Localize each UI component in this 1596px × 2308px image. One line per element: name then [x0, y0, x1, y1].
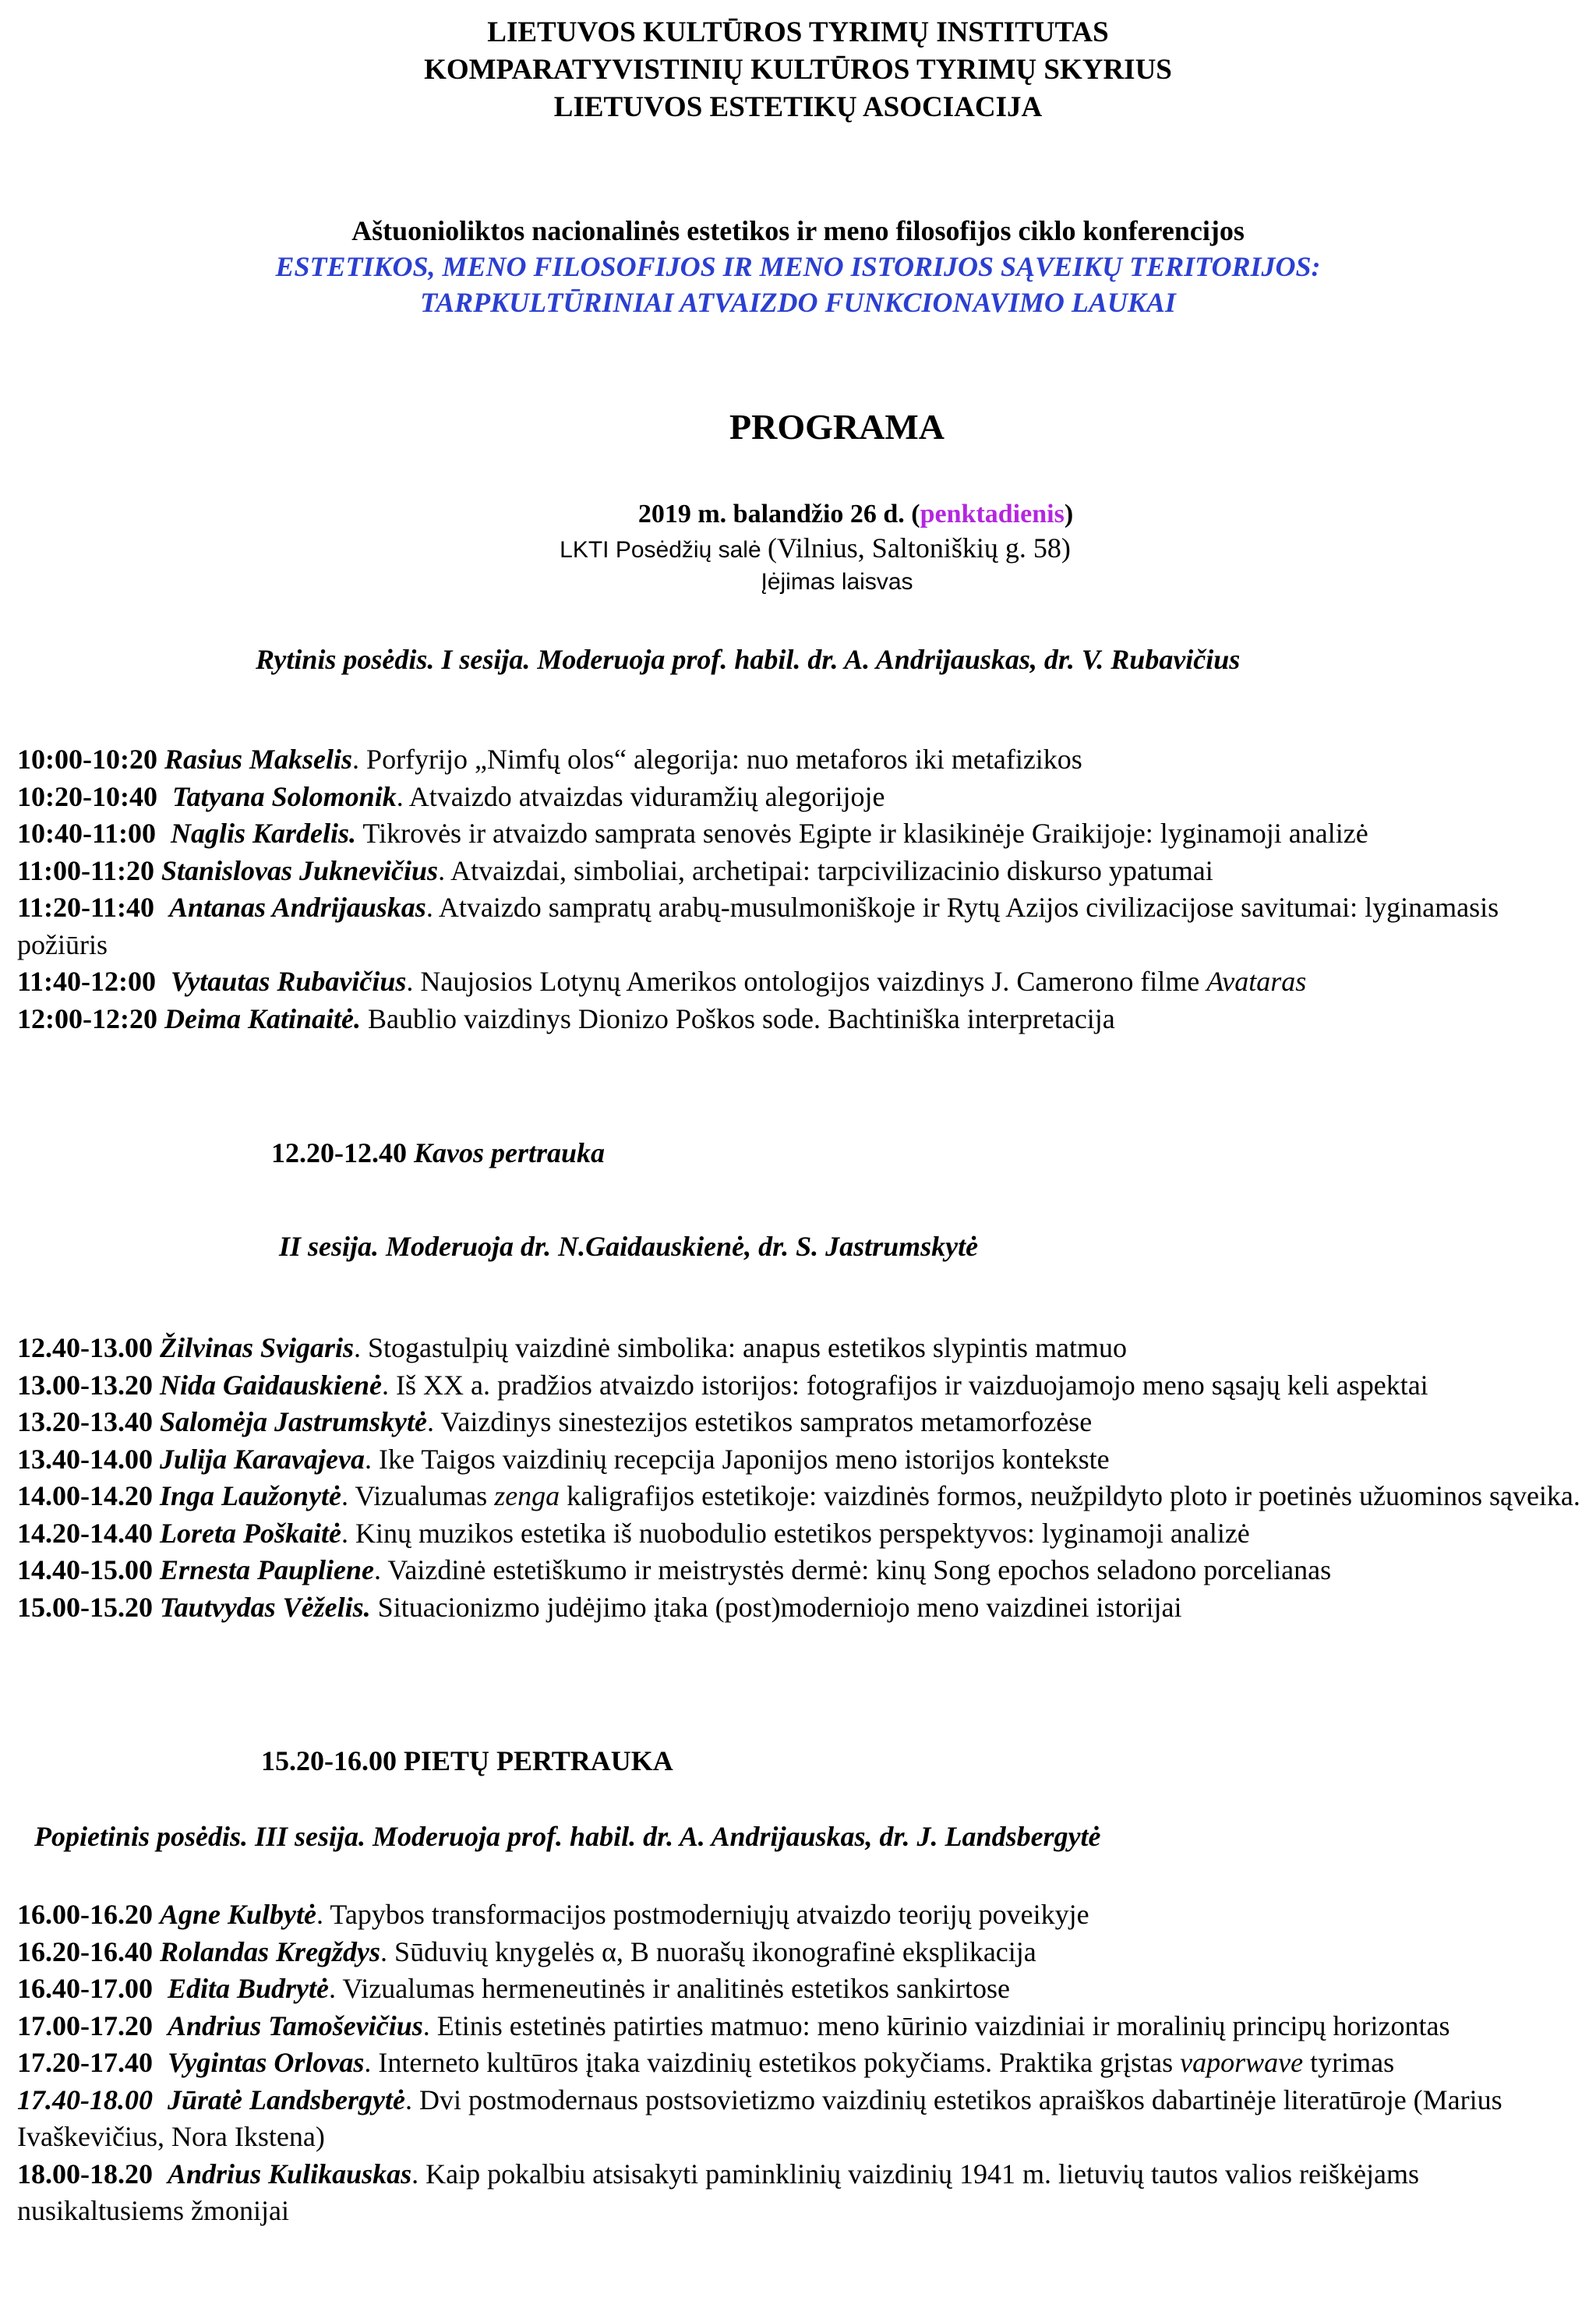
lunch-break: 15.20-16.00 PIETŲ PERTRAUKA: [261, 1745, 673, 1776]
program-item: 11:40-12:00 Vytautas Rubavičius. Naujosios Lotynų Amerikos ontologijos vaizdinys J. Camerono filme Avataras: [17, 966, 1307, 997]
organizations-header: [0, 14, 1596, 126]
program-item: 12.40-13.00 Žilvinas Svigaris. Stogastulpių vaizdinė simbolika: anapus estetikos slypintis matmuo: [17, 1332, 1127, 1363]
program-item: 11:00-11:20 Stanislovas Juknevičius. Atvaizdai, simboliai, archetipai: tarpcivilizacinio diskurso ypatumai: [17, 854, 1213, 886]
date-suffix: ): [1064, 500, 1074, 528]
coffee-break-time: 12.20-12.40: [271, 1137, 407, 1168]
program-item: 17.40-18.00 Jūratė Landsbergytė. Dvi postmodernaus postsovietizmo vaizdinių estetikos apraiškos dabartinėje literatūroje (Marius Ivaškevičius, Nora Ikstena): [17, 2084, 1502, 2152]
program-item: 15.00-15.20 Tautvydas Vėželis. Situacionizmo judėjimo įtaka (post)moderniojo meno vaizdinei istorijai: [17, 1591, 1182, 1623]
program-item: 14.40-15.00 Ernesta Paupliene. Vaizdinė estetiškumo ir meistrystės dermė: kinų Song epochos seladono porcelianas: [17, 1554, 1332, 1585]
program-item: 16.40-17.00 Edita Budrytė. Vizualumas hermeneutinės ir analitinės estetikos sankirtose: [17, 1973, 1010, 2004]
program-item: 18.00-18.20 Andrius Kulikauskas. Kaip pokalbiu atsisakyti paminklinių vaizdinių 1941 m. lietuvių tautos valios reiškėjams nusikaltusiems žmonijai: [17, 2158, 1419, 2226]
program-item: 13.40-14.00 Julija Karavajeva. Ike Taigos vaizdinių recepcija Japonijos meno istorijos kontekste: [17, 1443, 1110, 1475]
coffee-break: [271, 1135, 605, 1171]
session-1-heading: Rytinis posėdis. I sesija. Moderuoja prof. habil. dr. A. Andrijauskas, dr. V. Rubavičius: [256, 644, 1241, 675]
session-2-list: [17, 1330, 1580, 1626]
session-3-list: [17, 1896, 1580, 2230]
date-text: 2019 m. balandžio 26 d. (: [637, 500, 920, 528]
date-line: [58, 497, 1596, 532]
org-line-2: KOMPARATYVISTINIŲ KULTŪROS TYRIMŲ SKYRIUS: [424, 54, 1172, 86]
conference-title-line-2: TARPKULTŪRINIAI ATVAIZDO FUNKCIONAVIMO LAUKAI: [420, 287, 1176, 318]
org-line-3: LIETUVOS ESTETIKŲ ASOCIACIJA: [553, 91, 1043, 123]
program-item: 17.00-17.20 Andrius Tamoševičius. Etinis estetinės patirties matmuo: meno kūrinio vaizdiniai ir moralinių principų horizontas: [17, 2009, 1450, 2041]
weekday: penktadienis: [920, 500, 1065, 528]
entry-note: Įėjimas laisvas: [761, 569, 913, 595]
program-item: 13.20-13.40 Salomėja Jastrumskytė. Vaizdinys sinestezijos estetikos sampratos metamorfozėse: [17, 1406, 1093, 1437]
program-item: 10:40-11:00 Naglis Kardelis. Tikrovės ir atvaizdo samprata senovės Egipte ir klasikinėje Graikijoje: lyginamoji analizė: [17, 818, 1368, 849]
program-item: 16.00-16.20 Agne Kulbytė. Tapybos transformacijos postmoderniųjų atvaizdo teorijų poveikyje: [17, 1899, 1089, 1930]
program-item: 10:20-10:40 Tatyana Solomonik. Atvaizdo atvaizdas viduramžių alegorijoje: [17, 780, 885, 812]
program-item: 14.00-14.20 Inga Laužonytė. Vizualumas zenga kaligrafijos estetikoje: vaizdinės formos, neužpildyto ploto ir poetinės užuominos sąveika.: [17, 1480, 1580, 1511]
program-item: 17.20-17.40 Vygintas Orlovas. Interneto kultūros įtaka vaizdinių estetikos pokyčiams. Praktika grįstas vaporwave tyrimas: [17, 2047, 1395, 2078]
session-3-heading: Popietinis posėdis. III sesija. Moderuoja prof. habil. dr. A. Andrijauskas, dr. J. Landsbergytė: [34, 1821, 1101, 1852]
venue-location: (Vilnius, Saltoniškių g. 58): [767, 532, 1071, 564]
venue-line: [17, 532, 1596, 567]
conference-intro: Aštuonioliktos nacionalinės estetikos ir meno filosofijos ciklo konferencijos: [351, 215, 1245, 246]
conference-title-line-1: ESTETIKOS, MENO FILOSOFIJOS IR MENO ISTORIJOS SĄVEIKŲ TERITORIJOS:: [275, 251, 1321, 282]
session-2-heading: II sesija. Moderuoja dr. N.Gaidauskienė, dr. S. Jastrumskytė: [279, 1231, 979, 1262]
program-item: 14.20-14.40 Loreta Poškaitė. Kinų muzikos estetika iš nuobodulio estetikos perspektyvos: lyginamoji analizė: [17, 1517, 1250, 1549]
session-1-list: [17, 741, 1580, 1037]
program-item: 10:00-10:20 Rasius Makselis. Porfyrijo „Nimfų olos“ alegorija: nuo metaforos iki metafizikos: [17, 744, 1082, 775]
program-item: 12:00-12:20 Deima Katinaitė. Baublio vaizdinys Dionizo Poškos sode. Bachtiniška interpretacija: [17, 1002, 1115, 1034]
venue-name: LKTI Posėdžių salė: [560, 537, 768, 563]
program-item: 11:20-11:40 Antanas Andrijauskas. Atvaizdo sampratų arabų-musulmoniškoje ir Rytų Azijos civilizacijose savitumai: lyginamasis požiūris: [17, 892, 1499, 960]
program-item: 13.00-13.20 Nida Gaidauskienė. Iš XX a. pradžios atvaizdo istorijos: fotografijos ir vaizduojamojo meno sąsajų keli aspektai: [17, 1369, 1428, 1401]
conference-heading: [0, 213, 1596, 320]
org-line-1: LIETUVOS KULTŪROS TYRIMŲ INSTITUTAS: [487, 16, 1109, 48]
coffee-break-label: Kavos pertrauka: [414, 1137, 606, 1168]
program-title: PROGRAMA: [729, 407, 945, 447]
program-item: 16.20-16.40 Rolandas Kregždys. Sūduvių knygelės α, B nuorašų ikonografinė eksplikacija: [17, 1935, 1036, 1967]
